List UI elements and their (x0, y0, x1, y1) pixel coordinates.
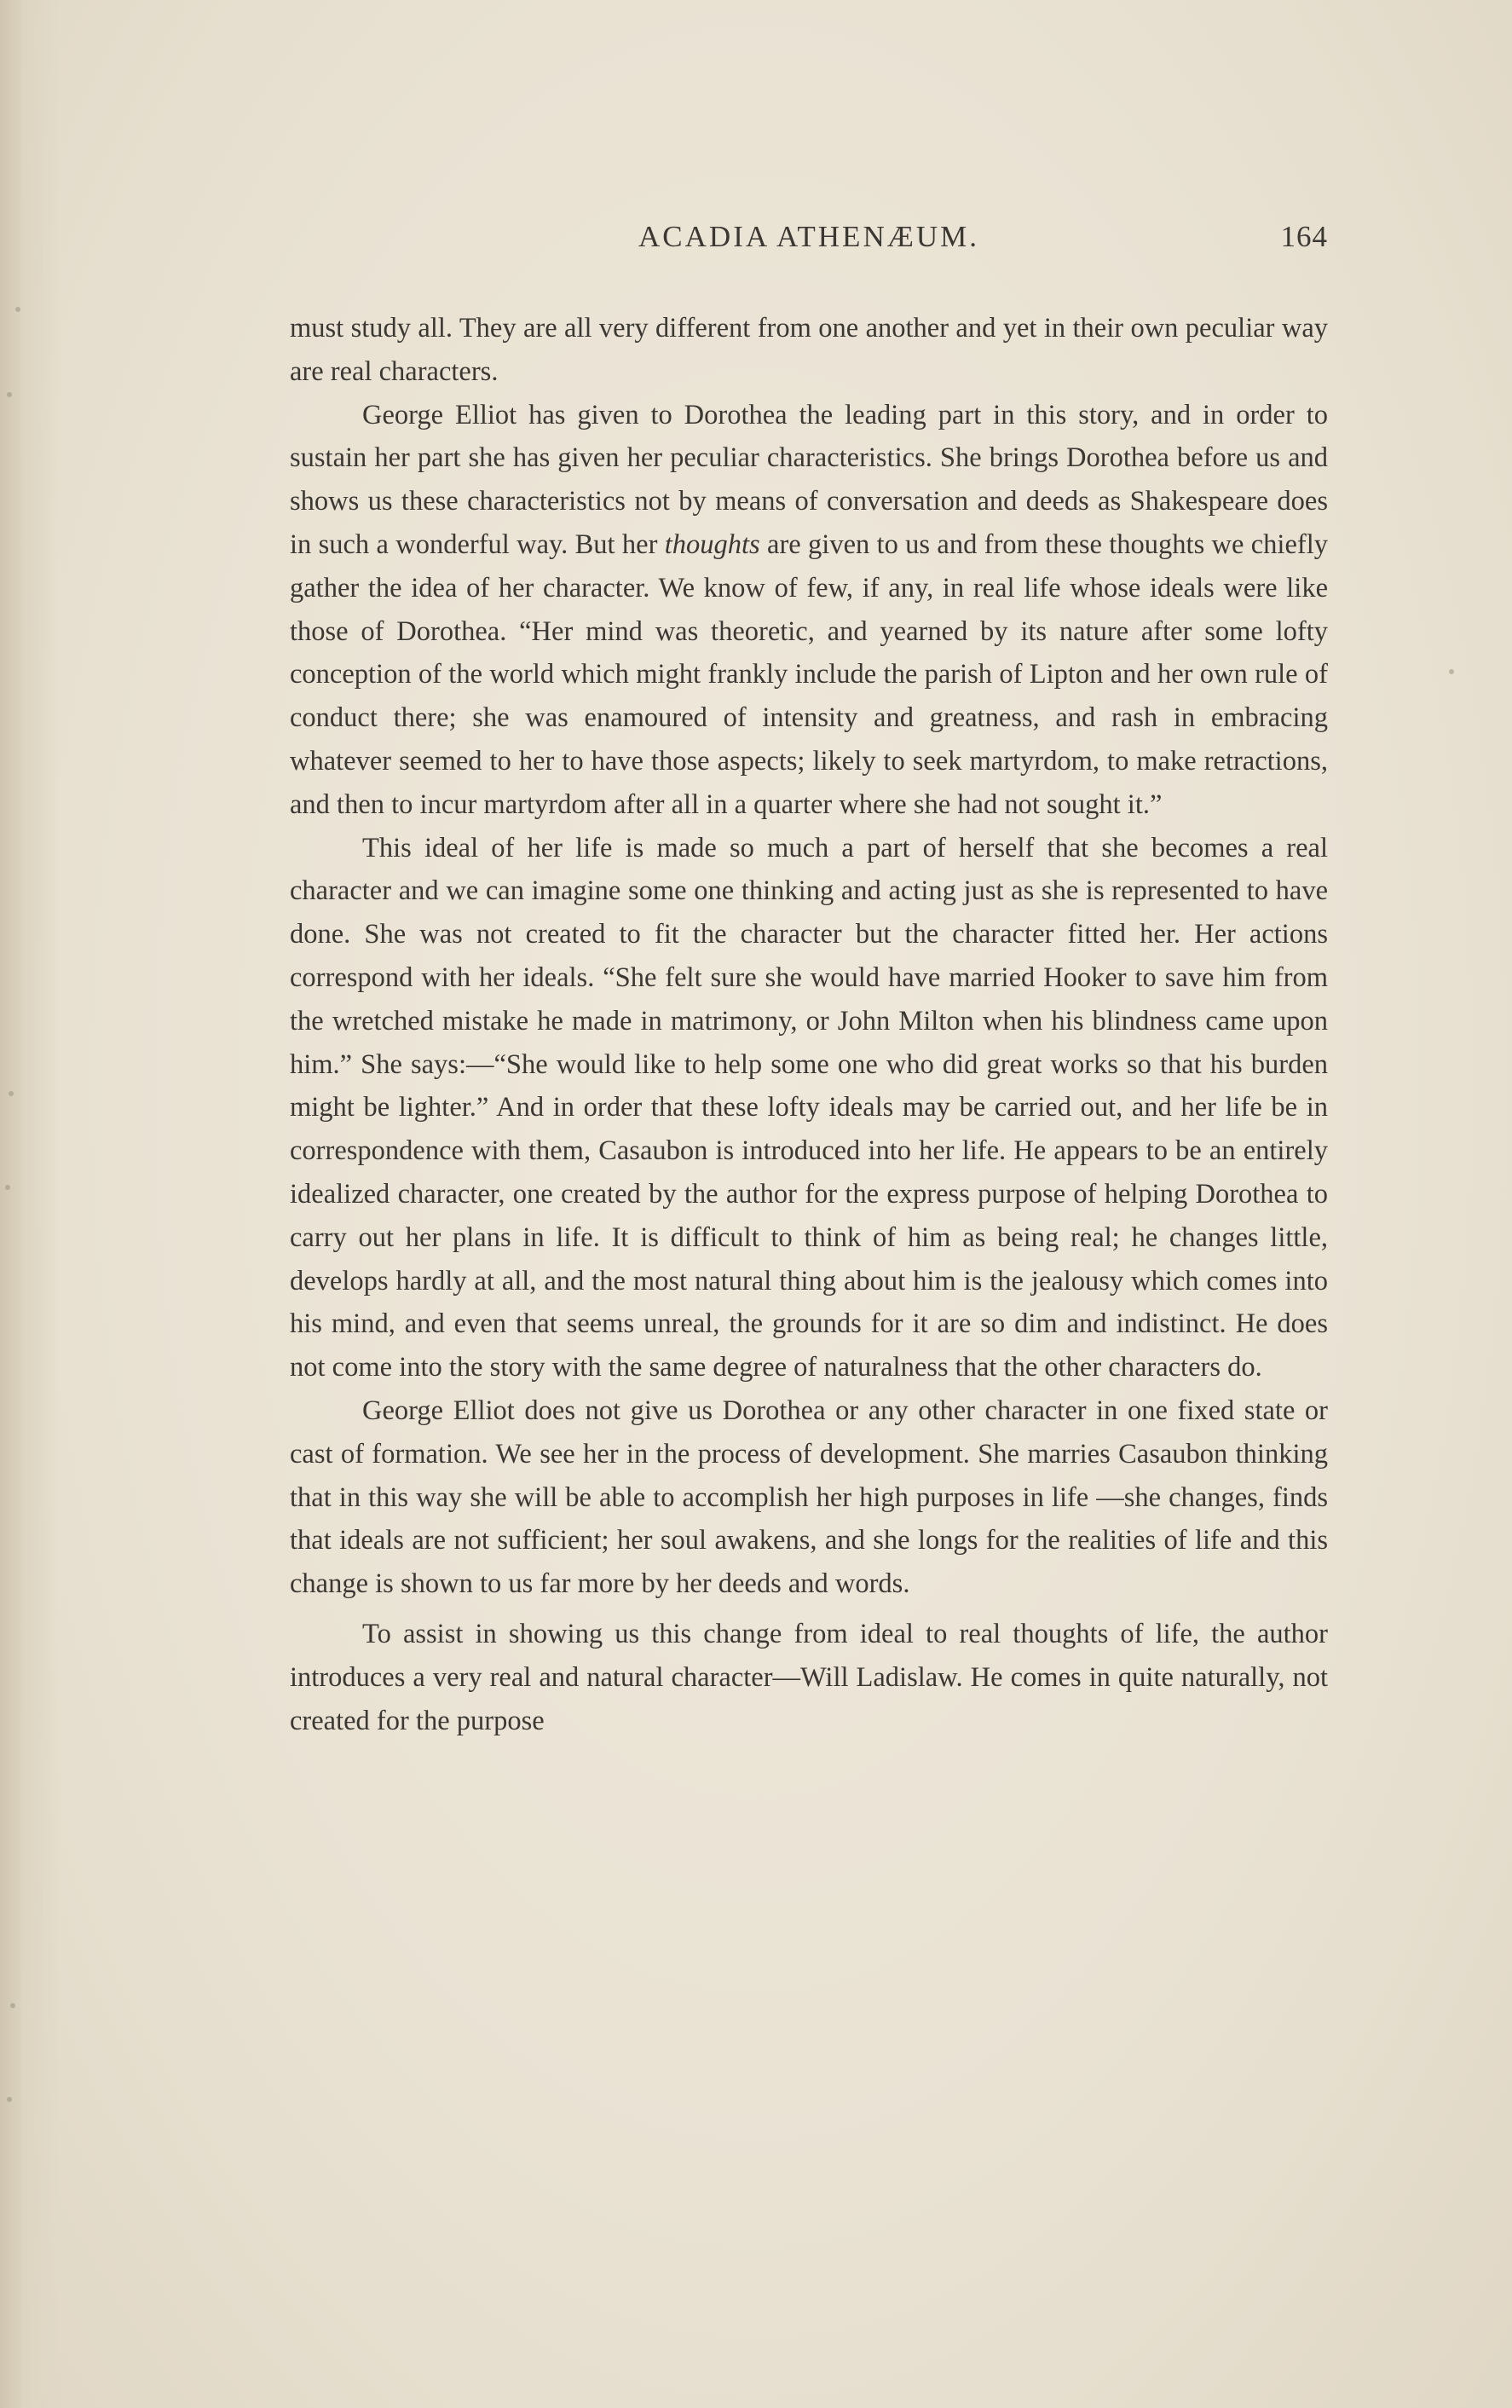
paragraph (290, 307, 1328, 394)
paragraph (290, 827, 1328, 1389)
paper-speck (15, 307, 20, 312)
paper-speck (10, 2003, 15, 2008)
binding-gutter (0, 0, 60, 2408)
paragraph (290, 1389, 1328, 1606)
italic-emphasis: thoughts (664, 528, 760, 560)
paragraph-text: George Elliot has given to Dorothea the leading part in this story, and in order to sustain her part she has given her peculiar characteristics. She brings Dorothea before us and shows us these characteristics not by means of conversation and deeds as Shakespeare does in such a wonderful way. But her (290, 399, 1328, 560)
paper-speck (1449, 669, 1454, 674)
page-number: 164 (1280, 220, 1328, 253)
article-body (290, 307, 1328, 1742)
paper-speck (7, 392, 12, 397)
paragraph-text: This ideal of her life is made so much a part of herself that she becomes a real character and we can imagine some one thinking and acting just as she is represented to have done. She was not created to fit the character but the character fitted her. Her actions correspond with her ideals. “She felt sure she would have married Hooker to save him from the wretched mistake he made in matrimony, or John Milton when his blindness came upon him.” She says:—“She would like to help some one who did great works so that his burden might be lighter.” And in order that these lofty ideals may be carried out, and her life be in correspondence with them, Casaubon is introduced into her life. He appears to be an entirely idealized character, one created by the author for the express purpose of helping Dorothea to carry out her plans in life. It is difficult to think of him as being real; he changes little, develops hardly at all, and the most natural thing about him is the jealousy which comes into his mind, and even that seems unreal, the grounds for it are so dim and indistinct. He does not come into the story with the same degree of naturalness that the other characters do. (290, 832, 1328, 1383)
paragraph-text: must study all. They are all very different from one another and yet in their own peculiar way are real characters. (290, 313, 1328, 387)
paragraph (290, 1613, 1328, 1742)
paper-speck (9, 1091, 14, 1096)
paragraph-text: are given to us and from these thoughts we chiefly gather the idea of her character. We know of few, if any, in real life whose ideals were like those of Dorothea. “Her mind was theoretic, and yearned by its nature after some lofty conception of the world which might frankly include the parish of Lipton and her own rule of conduct there; she was enamoured of intensity and greatness, and rash in embracing whatever seemed to her to have those aspects; likely to seek martyrdom, to make retractions, and then to incur martyrdom after all in a quarter where she had not sought it.” (290, 528, 1328, 820)
paragraph-text: To assist in showing us this change from ideal to real thoughts of life, the author introduces a very real and natural character—Will Ladislaw. He comes in quite naturally, not created for the purpose (290, 1618, 1328, 1736)
paragraph-text: George Elliot does not give us Dorothea or any other character in one fixed state or cast of formation. We see her in the process of development. She marries Casaubon thinking that in this way she will be able to accomplish her high purposes in life —she changes, finds that ideals are not sufficient; her soul awakens, and she longs for the realities of life and this change is shown to us far more by her deeds and words. (290, 1395, 1328, 1600)
paper-speck (7, 2097, 12, 2102)
paper-speck (5, 1185, 10, 1190)
journal-title: ACADIA ATHENÆUM. (638, 220, 979, 253)
paragraph (290, 394, 1328, 827)
running-header (290, 220, 1328, 263)
